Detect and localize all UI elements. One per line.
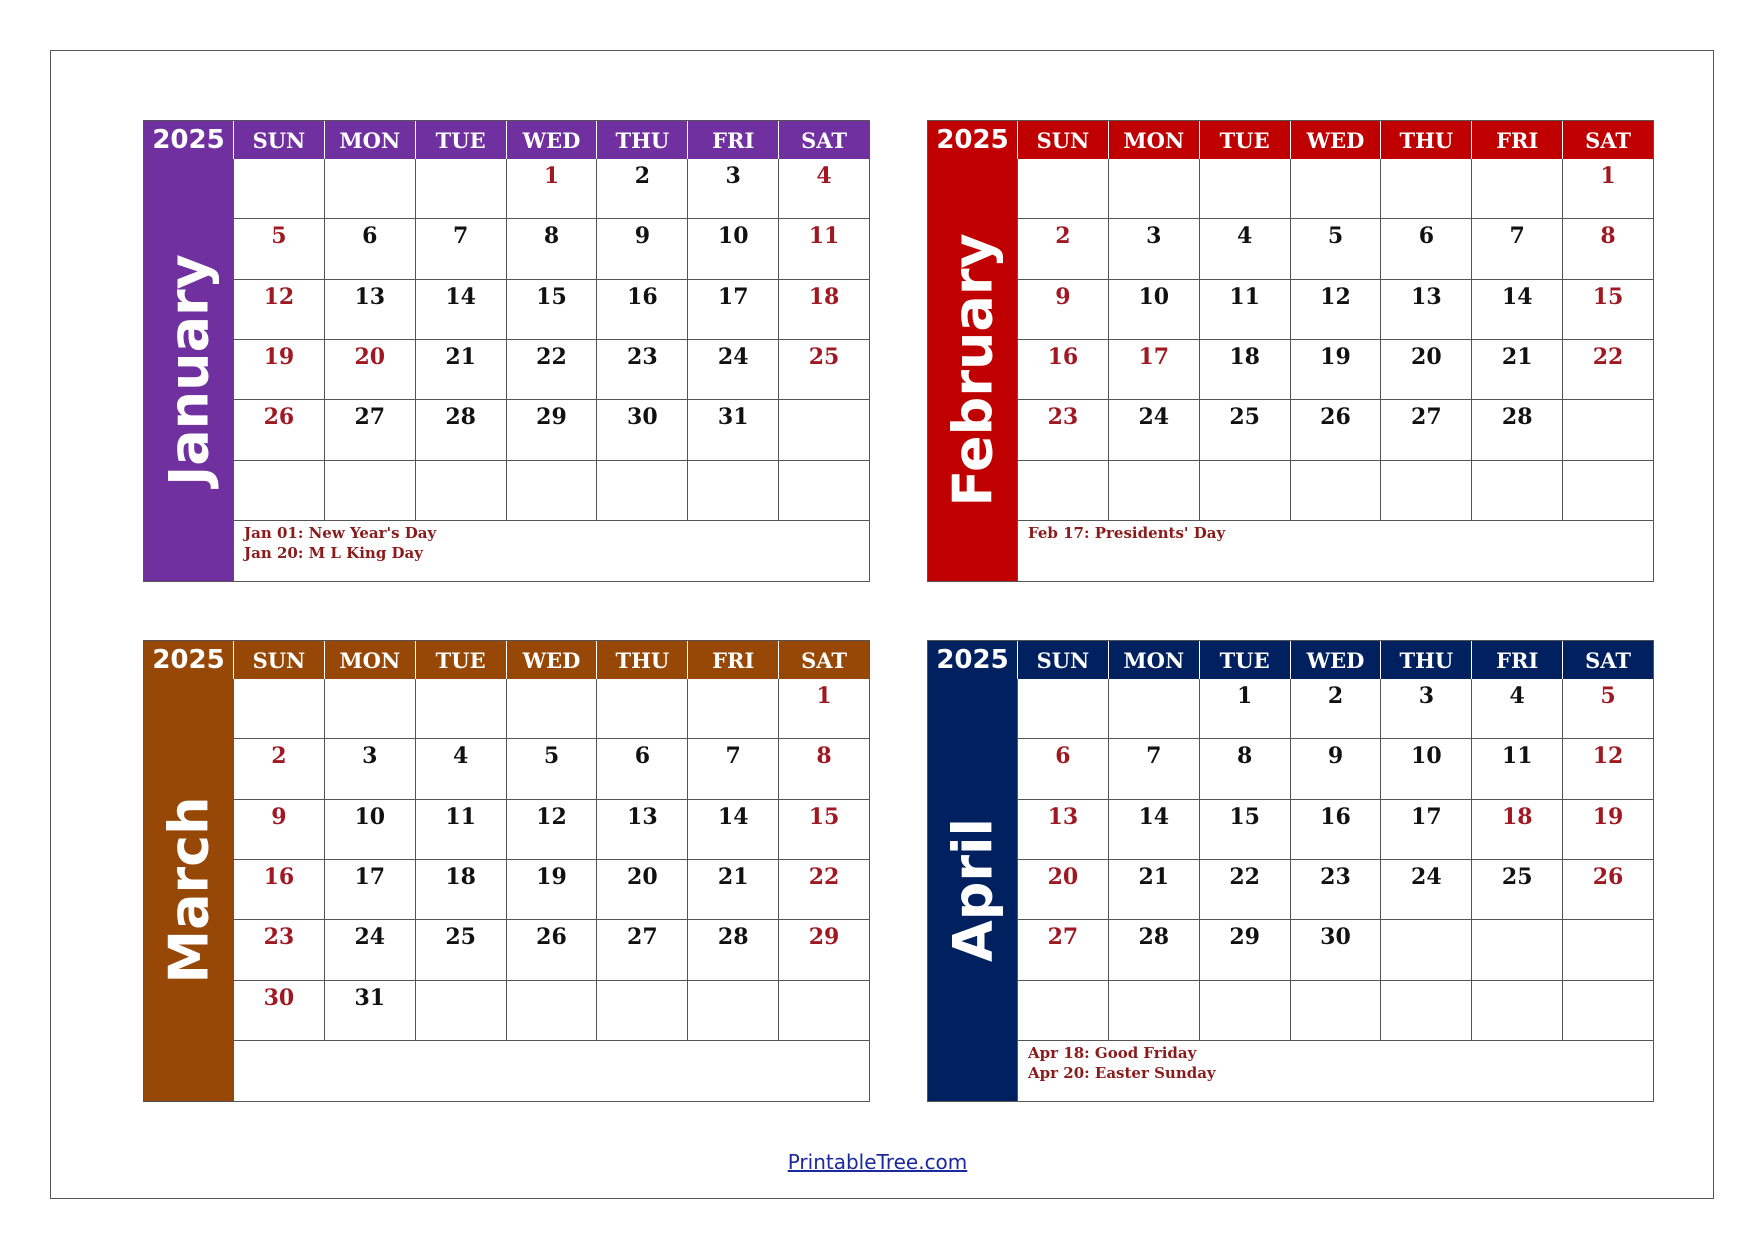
- day-cell: 13: [1380, 280, 1471, 340]
- day-cell: 4: [1471, 679, 1562, 739]
- day-cell: 8: [506, 219, 597, 279]
- day-cell: 19: [233, 340, 324, 400]
- holiday-notes: [233, 521, 869, 581]
- day-cell: 3: [1108, 219, 1199, 279]
- day-cell: 21: [1108, 860, 1199, 920]
- day-cell: 1: [778, 679, 869, 739]
- day-cell: 11: [1471, 739, 1562, 799]
- day-cell: 2: [1290, 679, 1381, 739]
- weekday-header: FRI: [687, 121, 778, 159]
- day-cell: [1290, 461, 1381, 521]
- weekday-header: THU: [1380, 641, 1471, 679]
- day-cell: 5: [1562, 679, 1653, 739]
- day-cell: 3: [687, 159, 778, 219]
- day-cell: 22: [778, 860, 869, 920]
- day-cell: [596, 679, 687, 739]
- day-cell: [1017, 461, 1108, 521]
- day-cell: 14: [687, 800, 778, 860]
- day-cell: 5: [506, 739, 597, 799]
- calendar-grid: [928, 641, 1653, 1101]
- day-cell: 24: [1380, 860, 1471, 920]
- footer-link[interactable]: PrintableTree.com: [787, 1150, 968, 1174]
- day-cell: 29: [778, 920, 869, 980]
- day-cell: 12: [506, 800, 597, 860]
- day-cell: 10: [1380, 739, 1471, 799]
- day-cell: 9: [1017, 280, 1108, 340]
- holiday-notes: [1017, 521, 1653, 581]
- day-cell: 1: [1199, 679, 1290, 739]
- day-cell: 4: [1199, 219, 1290, 279]
- day-cell: [1199, 981, 1290, 1041]
- calendar-grid: [144, 641, 869, 1101]
- weekday-header: THU: [1380, 121, 1471, 159]
- day-cell: 16: [1290, 800, 1381, 860]
- day-cell: [1562, 981, 1653, 1041]
- day-cell: 16: [1017, 340, 1108, 400]
- holiday-note: Jan 20: M L King Day: [244, 543, 423, 562]
- weekday-header: WED: [506, 641, 597, 679]
- day-cell: 29: [506, 400, 597, 460]
- day-cell: 7: [687, 739, 778, 799]
- holiday-notes: [233, 1041, 869, 1101]
- day-cell: 15: [778, 800, 869, 860]
- day-cell: 11: [415, 800, 506, 860]
- weekday-header: FRI: [1471, 641, 1562, 679]
- day-cell: 23: [1290, 860, 1381, 920]
- day-cell: 26: [1290, 400, 1381, 460]
- weekday-header: SAT: [778, 121, 869, 159]
- day-cell: [1380, 981, 1471, 1041]
- day-cell: 8: [778, 739, 869, 799]
- day-cell: 12: [1290, 280, 1381, 340]
- month-banner: [928, 159, 1017, 581]
- day-cell: 23: [233, 920, 324, 980]
- day-cell: [1471, 920, 1562, 980]
- day-cell: 18: [1199, 340, 1290, 400]
- month-banner: [144, 159, 233, 581]
- month-banner: [144, 679, 233, 1101]
- month-name: February: [941, 233, 1004, 507]
- holiday-notes: [1017, 1041, 1653, 1101]
- day-cell: [687, 679, 778, 739]
- day-cell: 31: [324, 981, 415, 1041]
- day-cell: 20: [1017, 860, 1108, 920]
- day-cell: [324, 679, 415, 739]
- day-cell: 3: [1380, 679, 1471, 739]
- day-cell: [1290, 981, 1381, 1041]
- day-cell: 11: [1199, 280, 1290, 340]
- day-cell: 28: [415, 400, 506, 460]
- day-cell: [1290, 159, 1381, 219]
- day-cell: 2: [1017, 219, 1108, 279]
- day-cell: 6: [1017, 739, 1108, 799]
- month-name: January: [157, 254, 220, 486]
- day-cell: 3: [324, 739, 415, 799]
- day-cell: 20: [596, 860, 687, 920]
- day-cell: 17: [1108, 340, 1199, 400]
- day-cell: [324, 159, 415, 219]
- day-cell: [415, 679, 506, 739]
- day-cell: [1108, 159, 1199, 219]
- day-cell: 19: [1290, 340, 1381, 400]
- day-cell: [1017, 981, 1108, 1041]
- day-cell: 9: [233, 800, 324, 860]
- weekday-header: SUN: [1017, 641, 1108, 679]
- day-cell: [1017, 679, 1108, 739]
- day-cell: 17: [324, 860, 415, 920]
- year-label: 2025: [144, 121, 233, 159]
- month-name: April: [941, 817, 1004, 963]
- weekday-header: TUE: [1199, 121, 1290, 159]
- day-cell: 23: [596, 340, 687, 400]
- day-cell: 7: [415, 219, 506, 279]
- day-cell: 25: [415, 920, 506, 980]
- calendar-january: [143, 120, 870, 582]
- day-cell: 7: [1471, 219, 1562, 279]
- day-cell: 15: [1562, 280, 1653, 340]
- weekday-header: SUN: [1017, 121, 1108, 159]
- day-cell: 10: [687, 219, 778, 279]
- day-cell: [1199, 159, 1290, 219]
- day-cell: 8: [1199, 739, 1290, 799]
- day-cell: [1108, 461, 1199, 521]
- weekday-header: SUN: [233, 121, 324, 159]
- day-cell: 24: [687, 340, 778, 400]
- day-cell: 26: [1562, 860, 1653, 920]
- day-cell: 5: [1290, 219, 1381, 279]
- day-cell: 28: [687, 920, 778, 980]
- day-cell: [1108, 679, 1199, 739]
- day-cell: 13: [1017, 800, 1108, 860]
- day-cell: [687, 461, 778, 521]
- day-cell: 23: [1017, 400, 1108, 460]
- day-cell: 9: [596, 219, 687, 279]
- day-cell: 20: [1380, 340, 1471, 400]
- weekday-header: MON: [1108, 121, 1199, 159]
- day-cell: 30: [1290, 920, 1381, 980]
- day-cell: [506, 679, 597, 739]
- day-cell: 19: [1562, 800, 1653, 860]
- day-cell: 22: [1199, 860, 1290, 920]
- day-cell: [1380, 461, 1471, 521]
- day-cell: 21: [415, 340, 506, 400]
- day-cell: [233, 679, 324, 739]
- day-cell: 19: [506, 860, 597, 920]
- day-cell: 30: [596, 400, 687, 460]
- day-cell: [1108, 981, 1199, 1041]
- day-cell: [778, 400, 869, 460]
- day-cell: 31: [687, 400, 778, 460]
- day-cell: 18: [415, 860, 506, 920]
- day-cell: [415, 159, 506, 219]
- weekday-header: WED: [1290, 641, 1381, 679]
- calendar-march: [143, 640, 870, 1102]
- day-cell: 1: [506, 159, 597, 219]
- day-cell: [415, 461, 506, 521]
- year-label: 2025: [928, 641, 1017, 679]
- day-cell: 28: [1471, 400, 1562, 460]
- day-cell: [233, 159, 324, 219]
- month-name: March: [157, 796, 220, 984]
- weekday-header: TUE: [415, 121, 506, 159]
- day-cell: 7: [1108, 739, 1199, 799]
- holiday-note: Apr 20: Easter Sunday: [1028, 1063, 1216, 1082]
- day-cell: [233, 461, 324, 521]
- day-cell: 25: [1471, 860, 1562, 920]
- day-cell: [1380, 159, 1471, 219]
- day-cell: 6: [1380, 219, 1471, 279]
- day-cell: 1: [1562, 159, 1653, 219]
- weekday-header: SAT: [778, 641, 869, 679]
- day-cell: 26: [506, 920, 597, 980]
- day-cell: 11: [778, 219, 869, 279]
- day-cell: [506, 461, 597, 521]
- day-cell: 13: [596, 800, 687, 860]
- day-cell: 16: [233, 860, 324, 920]
- calendar-grid: [144, 121, 869, 581]
- day-cell: 10: [324, 800, 415, 860]
- day-cell: 14: [1108, 800, 1199, 860]
- day-cell: 15: [506, 280, 597, 340]
- weekday-header: SAT: [1562, 641, 1653, 679]
- day-cell: [1562, 400, 1653, 460]
- day-cell: 17: [1380, 800, 1471, 860]
- day-cell: 21: [687, 860, 778, 920]
- weekday-header: SUN: [233, 641, 324, 679]
- day-cell: 26: [233, 400, 324, 460]
- day-cell: 22: [506, 340, 597, 400]
- day-cell: 24: [324, 920, 415, 980]
- day-cell: 27: [596, 920, 687, 980]
- day-cell: 8: [1562, 219, 1653, 279]
- day-cell: 25: [778, 340, 869, 400]
- day-cell: 14: [1471, 280, 1562, 340]
- day-cell: [596, 461, 687, 521]
- month-banner: [928, 679, 1017, 1101]
- day-cell: 30: [233, 981, 324, 1041]
- holiday-note: Apr 18: Good Friday: [1028, 1043, 1197, 1062]
- day-cell: 9: [1290, 739, 1381, 799]
- day-cell: [687, 981, 778, 1041]
- weekday-header: THU: [596, 641, 687, 679]
- weekday-header: FRI: [687, 641, 778, 679]
- calendar-february: [927, 120, 1654, 582]
- day-cell: 28: [1108, 920, 1199, 980]
- day-cell: [1380, 920, 1471, 980]
- day-cell: 5: [233, 219, 324, 279]
- weekday-header: FRI: [1471, 121, 1562, 159]
- day-cell: 10: [1108, 280, 1199, 340]
- weekday-header: TUE: [415, 641, 506, 679]
- day-cell: [778, 981, 869, 1041]
- day-cell: 12: [1562, 739, 1653, 799]
- day-cell: [1471, 159, 1562, 219]
- day-cell: [1199, 461, 1290, 521]
- day-cell: [506, 981, 597, 1041]
- day-cell: 27: [1380, 400, 1471, 460]
- holiday-note: Jan 01: New Year's Day: [244, 523, 437, 542]
- day-cell: 12: [233, 280, 324, 340]
- day-cell: 18: [778, 280, 869, 340]
- weekday-header: MON: [324, 641, 415, 679]
- weekday-header: MON: [324, 121, 415, 159]
- day-cell: [1562, 920, 1653, 980]
- day-cell: [1471, 981, 1562, 1041]
- day-cell: 6: [324, 219, 415, 279]
- day-cell: 2: [596, 159, 687, 219]
- day-cell: 6: [596, 739, 687, 799]
- holiday-note: Feb 17: Presidents' Day: [1028, 523, 1226, 542]
- calendar-grid: [928, 121, 1653, 581]
- day-cell: 16: [596, 280, 687, 340]
- day-cell: 4: [415, 739, 506, 799]
- day-cell: 22: [1562, 340, 1653, 400]
- day-cell: 2: [233, 739, 324, 799]
- weekday-header: TUE: [1199, 641, 1290, 679]
- weekday-header: WED: [506, 121, 597, 159]
- weekday-header: THU: [596, 121, 687, 159]
- day-cell: 14: [415, 280, 506, 340]
- day-cell: 29: [1199, 920, 1290, 980]
- day-cell: 4: [778, 159, 869, 219]
- day-cell: 21: [1471, 340, 1562, 400]
- day-cell: 25: [1199, 400, 1290, 460]
- day-cell: [596, 981, 687, 1041]
- day-cell: 18: [1471, 800, 1562, 860]
- day-cell: 27: [324, 400, 415, 460]
- year-label: 2025: [144, 641, 233, 679]
- day-cell: 24: [1108, 400, 1199, 460]
- weekday-header: WED: [1290, 121, 1381, 159]
- weekday-header: MON: [1108, 641, 1199, 679]
- calendar-april: [927, 640, 1654, 1102]
- day-cell: [324, 461, 415, 521]
- day-cell: [1562, 461, 1653, 521]
- day-cell: 17: [687, 280, 778, 340]
- day-cell: [1471, 461, 1562, 521]
- day-cell: [778, 461, 869, 521]
- day-cell: 15: [1199, 800, 1290, 860]
- day-cell: 27: [1017, 920, 1108, 980]
- year-label: 2025: [928, 121, 1017, 159]
- day-cell: [415, 981, 506, 1041]
- weekday-header: SAT: [1562, 121, 1653, 159]
- day-cell: 20: [324, 340, 415, 400]
- day-cell: 13: [324, 280, 415, 340]
- day-cell: [1017, 159, 1108, 219]
